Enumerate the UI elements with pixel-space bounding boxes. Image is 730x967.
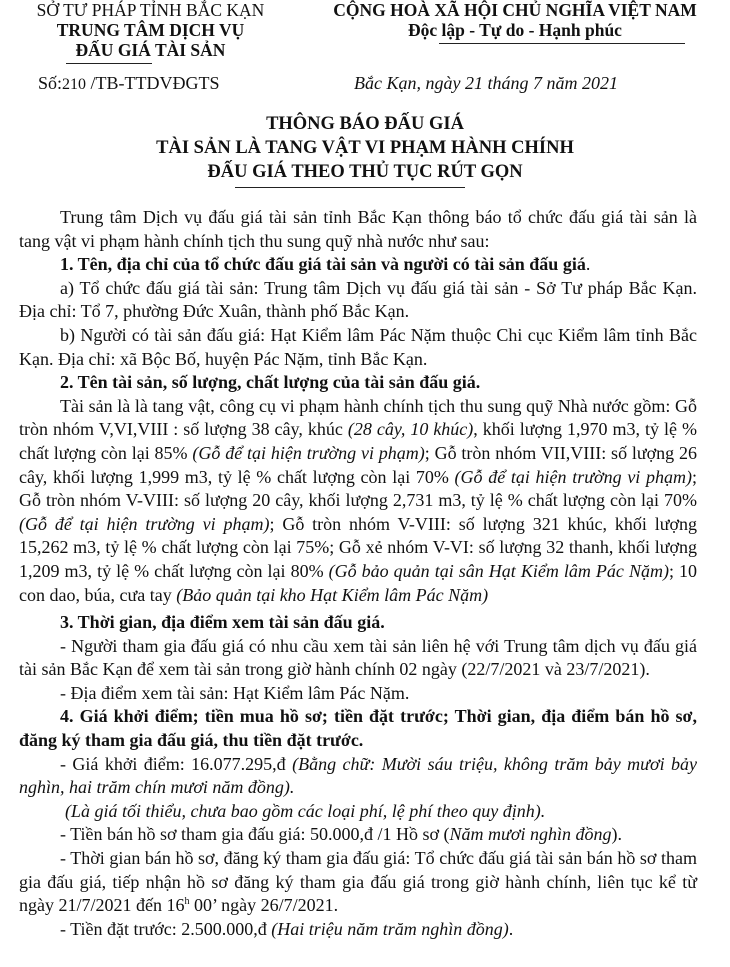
dossier-fee: - Tiền bán hồ sơ tham gia đấu giá: 50.000,đ /1 Hồ sơ ( (60, 824, 450, 845)
starting-price-words: (Bằng chữ: Mười sáu triệu, không trăm bảy mươi bảy nghìn, hai trăm chín mươi năm đồng). (19, 753, 698, 798)
dossier-fee-paragraph (19, 823, 697, 847)
asset-note: (Gỗ để tại hiện trường vi phạm) (19, 513, 270, 534)
asset-text: ; Gỗ tròn nhóm VII,VIII: số lượng 26 cây, khối lượng 1,999 m3, tỷ lệ % chất lượng còn lại 70% (19, 442, 698, 487)
intro-paragraph: Trung tâm Dịch vụ đấu giá tài sản tỉnh Bắc Kạn thông báo tổ chức đấu giá tài sản là tang vật vi phạm hành chính tịch thu sung quỹ nhà nước như sau: (19, 207, 697, 251)
asset-text: ; 10 con dao, búa, cưa tay (19, 560, 697, 605)
dossier-fee-words: Năm mươi nghìn đồng (449, 824, 612, 845)
issuing-agency-header (18, 0, 283, 60)
asset-note: (Bảo quản tại kho Hạt Kiểm lâm Pác Nặm) (176, 584, 489, 605)
section-2-paragraph (19, 395, 697, 607)
starting-price-paragraph (19, 753, 697, 800)
asset-text: ; Gỗ tròn nhóm V-VIII: số lượng 20 cây, khối lượng 2,731 m3, tỷ lệ % chất lượng còn lại 70% (19, 466, 697, 511)
section-2-heading: 2. Tên tài sản, số lượng, chất lượng của tài sản đấu giá. (60, 372, 481, 393)
document-reference (38, 72, 220, 96)
section-1a-paragraph: a) Tổ chức đấu giá tài sản: Trung tâm Dịch vụ đấu giá tài sản - Sở Tư pháp Bắc Kạn. Địa chỉ: Tổ 7, phường Đức Xuân, thành phố Bắc Kạn. (19, 277, 697, 322)
org-name-line2: ĐẤU GIÁ TÀI SẢN (75, 40, 226, 60)
ref-suffix: /TB-TTDVĐGTS (86, 73, 220, 93)
asset-note: (Gỗ để tại hiện trường vi phạm) (192, 442, 425, 463)
section-3-heading: 3. Thời gian, địa điểm xem tài sản đấu giá. (60, 612, 385, 633)
national-header (300, 0, 730, 40)
title-line1: THÔNG BÁO ĐẤU GIÁ (266, 114, 464, 134)
registration-time: - Thời gian bán hồ sơ, đăng ký tham gia đấu giá: Tổ chức đấu giá tài sản bán hồ sơ tham gia đấu giá, tiếp nhận hồ sơ đăng ký tham gia đấu giá trong giờ hành chính, liên tục kể từ ngày 21/7/2021 đến 16 (19, 848, 697, 916)
asset-text: ; Gỗ tròn nhóm V-VIII: số lượng 321 khúc, khối lượng 15,262 m3, tỷ lệ % chất lượng còn lại 75%; Gỗ xẻ nhóm V-VI: số lượng 32 thanh, khối lượng 1,209 m3, tỷ lệ % chất lượng còn lại 80% (19, 513, 698, 581)
dossier-fee-end: ). (611, 824, 622, 845)
country-name: CỘNG HOÀ XÃ HỘI CHỦ NGHĨA VIỆT NAM (333, 0, 697, 20)
asset-note: (Gỗ để tại hiện trường vi phạm) (454, 466, 692, 487)
deposit-end: . (508, 918, 514, 939)
registration-time-end: 00’ ngày 26/7/2021. (189, 895, 339, 916)
ref-prefix: Số: (38, 73, 63, 93)
asset-note: (28 cây, 10 khúc) (347, 419, 474, 440)
deposit-words: (Hai triệu năm trăm nghìn đồng) (271, 918, 509, 939)
starting-price: - Giá khởi điểm: 16.077.295,đ (60, 753, 293, 774)
national-motto: Độc lập - Tự do - Hạnh phúc (408, 20, 622, 40)
section-3-location-paragraph: - Địa điểm xem tài sản: Hạt Kiểm lâm Pác Nặm. (60, 682, 410, 703)
hour-superscript: h (184, 896, 190, 908)
document-date: Bắc Kạn, ngày 21 tháng 7 năm 2021 (354, 73, 618, 93)
document-body (19, 206, 697, 941)
ministry-name: SỞ TƯ PHÁP TỈNH BẮC KẠN (36, 0, 265, 20)
deposit-paragraph (19, 918, 697, 942)
title-line3: ĐẤU GIÁ THEO THỦ TỤC RÚT GỌN (207, 162, 523, 182)
header-right-divider (439, 43, 685, 44)
header-left-divider (66, 63, 152, 64)
title-divider (235, 187, 465, 188)
section-1-heading-text: 1. Tên, địa chỉ của tổ chức đấu giá tài sản và người có tài sản đấu giá (60, 254, 586, 275)
section-1b-paragraph: b) Người có tài sản đấu giá: Hạt Kiểm lâm Pác Nặm thuộc Chi cục Kiểm lâm tỉnh Bắc Kạn. Địa chỉ: xã Bộc Bố, huyện Pác Nặm, tỉnh Bắc Kạn. (19, 324, 697, 369)
registration-time-paragraph (19, 847, 697, 918)
asset-text: Tài sản là là tang vật, công cụ vi phạm hành chính tịch thu sung quỹ Nhà nước gồm: Gỗ tròn nhóm V,VI,VIII : số lượng 38 cây, khúc (19, 395, 697, 440)
section-1-heading-period: . (585, 254, 591, 275)
asset-text: , khối lượng 1,970 m3, tỷ lệ % chất lượng còn lại 85% (19, 419, 698, 463)
title-line2: TÀI SẢN LÀ TANG VẬT VI PHẠM HÀNH CHÍNH (156, 138, 574, 158)
document-title (0, 112, 730, 184)
section-1-heading (19, 253, 697, 277)
org-name-line1: TRUNG TÂM DỊCH VỤ (56, 20, 245, 40)
ref-number: 210 (62, 76, 87, 93)
asset-note: (Gỗ bảo quản tại sân Hạt Kiểm lâm Pác Nặm) (328, 560, 669, 581)
section-4-heading: 4. Giá khởi điểm; tiền mua hồ sơ; tiền đặt trước; Thời gian, địa điểm bán hồ sơ, đăng ký tham gia đấu giá, thu tiền đặt trước. (19, 706, 697, 751)
starting-price-note: (Là giá tối thiểu, chưa bao gồm các loại phí, lệ phí theo quy định). (65, 800, 546, 821)
section-3-viewing-paragraph: - Người tham gia đấu giá có nhu cầu xem tài sản liên hệ với Trung tâm dịch vụ đấu giá tài sản Bắc Kạn để xem tài sản trong giờ hành chính 02 ngày (22/7/2021 và 23/7/2021). (19, 635, 697, 680)
deposit-amount: - Tiền đặt trước: 2.500.000,đ (60, 918, 272, 939)
